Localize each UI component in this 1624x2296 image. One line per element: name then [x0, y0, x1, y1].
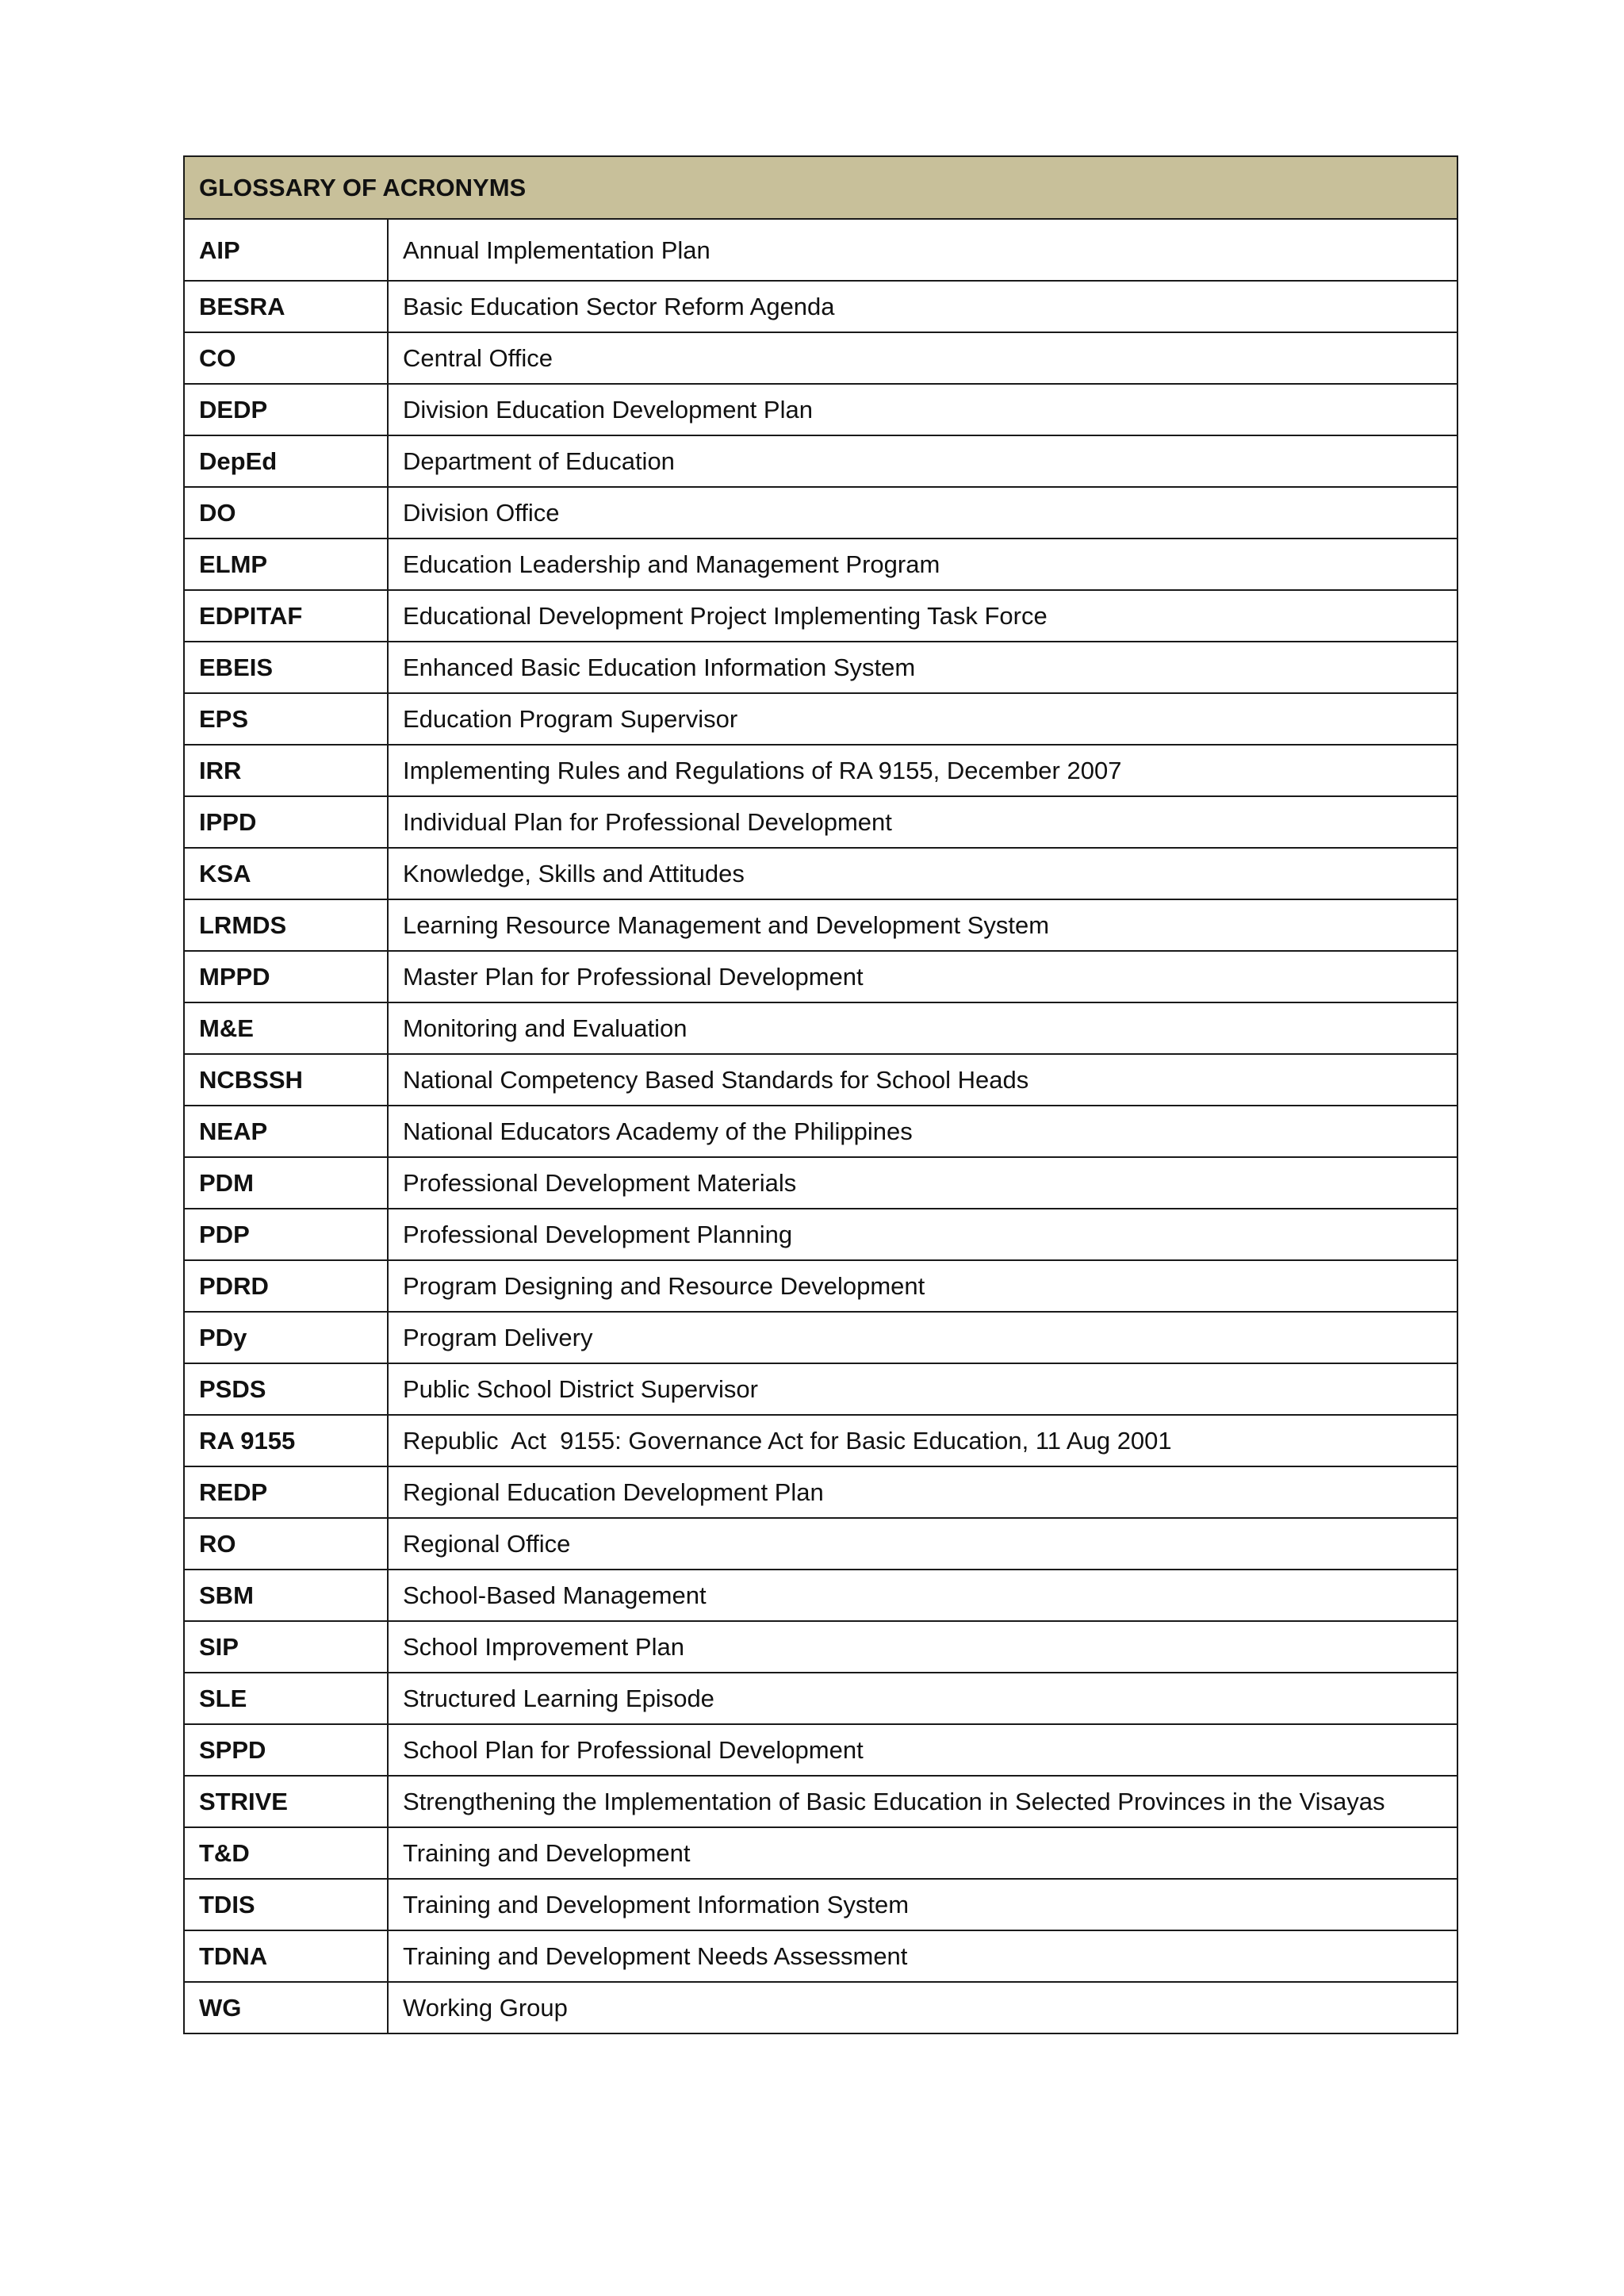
meaning-cell: Central Office — [388, 332, 1457, 384]
acronym-cell: WG — [184, 1982, 388, 2033]
table-row — [184, 332, 1457, 384]
meaning-cell: Knowledge, Skills and Attitudes — [388, 848, 1457, 899]
table-row — [184, 1106, 1457, 1157]
table-row — [184, 1673, 1457, 1724]
acronym-cell: NEAP — [184, 1106, 388, 1157]
table-row — [184, 1570, 1457, 1621]
acronym-cell: M&E — [184, 1002, 388, 1054]
acronym-cell: DEDP — [184, 384, 388, 435]
glossary-title: GLOSSARY OF ACRONYMS — [184, 156, 1457, 219]
meaning-cell: Monitoring and Evaluation — [388, 1002, 1457, 1054]
table-row — [184, 642, 1457, 693]
acronym-cell: SLE — [184, 1673, 388, 1724]
acronym-cell: REDP — [184, 1466, 388, 1518]
meaning-cell: Department of Education — [388, 435, 1457, 487]
table-row — [184, 1312, 1457, 1363]
meaning-cell: Training and Development Information System — [388, 1879, 1457, 1930]
table-row — [184, 219, 1457, 281]
acronym-cell: PSDS — [184, 1363, 388, 1415]
acronym-cell: EDPITAF — [184, 590, 388, 642]
meaning-cell: Annual Implementation Plan — [388, 219, 1457, 281]
table-row — [184, 435, 1457, 487]
meaning-cell: School Plan for Professional Development — [388, 1724, 1457, 1776]
acronym-cell: RO — [184, 1518, 388, 1570]
acronym-cell: TDNA — [184, 1930, 388, 1982]
meaning-cell: Enhanced Basic Education Information System — [388, 642, 1457, 693]
acronym-cell: DO — [184, 487, 388, 539]
table-row — [184, 1209, 1457, 1260]
table-row — [184, 1002, 1457, 1054]
meaning-cell: Program Delivery — [388, 1312, 1457, 1363]
table-row — [184, 1982, 1457, 2033]
meaning-cell: Master Plan for Professional Development — [388, 951, 1457, 1002]
meaning-cell: Public School District Supervisor — [388, 1363, 1457, 1415]
table-row — [184, 1363, 1457, 1415]
glossary-header-row — [184, 156, 1457, 219]
acronym-cell: RA 9155 — [184, 1415, 388, 1466]
acronym-cell: TDIS — [184, 1879, 388, 1930]
meaning-cell: Division Office — [388, 487, 1457, 539]
meaning-cell: Regional Education Development Plan — [388, 1466, 1457, 1518]
acronym-cell: STRIVE — [184, 1776, 388, 1827]
acronym-cell: SBM — [184, 1570, 388, 1621]
acronym-cell: PDy — [184, 1312, 388, 1363]
acronym-cell: SIP — [184, 1621, 388, 1673]
meaning-cell: Training and Development Needs Assessment — [388, 1930, 1457, 1982]
acronym-cell: IPPD — [184, 796, 388, 848]
acronym-cell: SPPD — [184, 1724, 388, 1776]
table-row — [184, 796, 1457, 848]
table-row — [184, 1466, 1457, 1518]
meaning-cell: Program Designing and Resource Development — [388, 1260, 1457, 1312]
acronym-cell: AIP — [184, 219, 388, 281]
acronym-cell: PDM — [184, 1157, 388, 1209]
acronym-cell: DepEd — [184, 435, 388, 487]
meaning-cell: School-Based Management — [388, 1570, 1457, 1621]
meaning-cell: Education Leadership and Management Program — [388, 539, 1457, 590]
table-row — [184, 1930, 1457, 1982]
table-row — [184, 693, 1457, 745]
table-row — [184, 848, 1457, 899]
table-row — [184, 1518, 1457, 1570]
meaning-cell: School Improvement Plan — [388, 1621, 1457, 1673]
meaning-cell: Working Group — [388, 1982, 1457, 2033]
table-row — [184, 1157, 1457, 1209]
meaning-cell: Republic Act 9155: Governance Act for Basic Education, 11 Aug 2001 — [388, 1415, 1457, 1466]
meaning-cell: Professional Development Materials — [388, 1157, 1457, 1209]
acronym-cell: T&D — [184, 1827, 388, 1879]
table-row — [184, 1827, 1457, 1879]
meaning-cell: Individual Plan for Professional Development — [388, 796, 1457, 848]
table-row — [184, 590, 1457, 642]
acronym-cell: BESRA — [184, 281, 388, 332]
meaning-cell: Implementing Rules and Regulations of RA 9155, December 2007 — [388, 745, 1457, 796]
acronym-cell: MPPD — [184, 951, 388, 1002]
table-row — [184, 951, 1457, 1002]
table-row — [184, 1621, 1457, 1673]
meaning-cell: Educational Development Project Implementing Task Force — [388, 590, 1457, 642]
meaning-cell: Education Program Supervisor — [388, 693, 1457, 745]
meaning-cell: Division Education Development Plan — [388, 384, 1457, 435]
acronym-cell: NCBSSH — [184, 1054, 388, 1106]
meaning-cell: Structured Learning Episode — [388, 1673, 1457, 1724]
meaning-cell: Training and Development — [388, 1827, 1457, 1879]
table-row — [184, 1776, 1457, 1827]
meaning-cell: Learning Resource Management and Development System — [388, 899, 1457, 951]
acronym-cell: CO — [184, 332, 388, 384]
table-row — [184, 1415, 1457, 1466]
acronym-cell: KSA — [184, 848, 388, 899]
table-row — [184, 899, 1457, 951]
meaning-cell: National Educators Academy of the Philippines — [388, 1106, 1457, 1157]
acronym-cell: EBEIS — [184, 642, 388, 693]
glossary-table — [183, 155, 1458, 2034]
table-row — [184, 281, 1457, 332]
table-row — [184, 539, 1457, 590]
table-row — [184, 487, 1457, 539]
acronym-cell: ELMP — [184, 539, 388, 590]
meaning-cell: National Competency Based Standards for School Heads — [388, 1054, 1457, 1106]
acronym-cell: LRMDS — [184, 899, 388, 951]
acronym-cell: PDRD — [184, 1260, 388, 1312]
meaning-cell: Regional Office — [388, 1518, 1457, 1570]
table-row — [184, 384, 1457, 435]
table-row — [184, 745, 1457, 796]
table-row — [184, 1054, 1457, 1106]
meaning-cell: Professional Development Planning — [388, 1209, 1457, 1260]
acronym-cell: PDP — [184, 1209, 388, 1260]
meaning-cell: Basic Education Sector Reform Agenda — [388, 281, 1457, 332]
table-row — [184, 1724, 1457, 1776]
acronym-cell: EPS — [184, 693, 388, 745]
table-row — [184, 1260, 1457, 1312]
meaning-cell: Strengthening the Implementation of Basic Education in Selected Provinces in the Visayas — [388, 1776, 1457, 1827]
acronym-cell: IRR — [184, 745, 388, 796]
table-row — [184, 1879, 1457, 1930]
